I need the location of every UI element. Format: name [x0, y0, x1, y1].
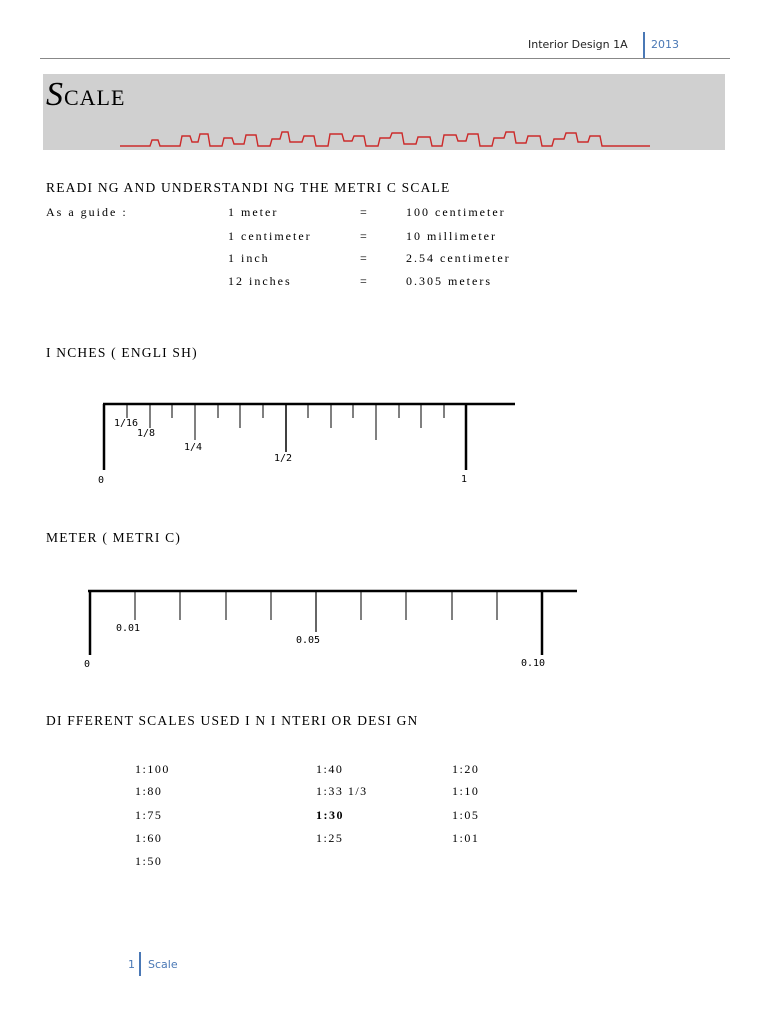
conversion-right-4: 0.305 meters: [406, 274, 492, 288]
conversion-right-3: 2.54 centimeter: [406, 251, 511, 265]
conversion-left-2: 1 centimeter: [228, 229, 312, 243]
meter-label-0: 0: [84, 659, 91, 670]
scale-col1-item: 1:60: [135, 831, 163, 845]
conversion-eq-1: =: [360, 205, 369, 219]
conversion-right-1: 100 centimeter: [406, 205, 506, 219]
scale-col1-item: 1:100: [135, 762, 170, 776]
scales-heading: DI FFERENT SCALES USED I N I NTERI OR DESI GN: [46, 713, 419, 728]
inches-label-1-2: 1/2: [274, 453, 293, 464]
scale-col3-item: 1:01: [452, 831, 480, 845]
conversion-right-2: 10 millimeter: [406, 229, 497, 243]
title-initial: S: [46, 76, 64, 113]
conversion-eq-2: =: [360, 229, 369, 243]
scale-col1-item: 1:75: [135, 808, 163, 822]
footer-divider: [139, 952, 141, 976]
scale-col1-item: 1:50: [135, 854, 163, 868]
meter-label-001: 0.01: [116, 623, 141, 634]
inches-label-1-16: 1/16: [114, 418, 139, 429]
scale-col1-item: 1:80: [135, 784, 163, 798]
conversion-left-3: 1 inch: [228, 251, 270, 265]
scale-col2-item-highlight: 1:30: [316, 808, 344, 822]
inches-label-1-8: 1/8: [137, 428, 156, 439]
meter-label-010: 0.10: [521, 658, 546, 669]
meter-heading: METER ( METRI C): [46, 530, 182, 545]
scale-col3-item: 1:10: [452, 784, 480, 798]
scale-col2-item: 1:33 1/3: [316, 784, 368, 798]
footer-section-name: Scale: [148, 958, 178, 971]
guide-label: As a guide :: [46, 205, 128, 219]
inches-heading: I NCHES ( ENGLI SH): [46, 345, 198, 360]
scale-col3-item: 1:05: [452, 808, 480, 822]
metric-heading: READI NG AND UNDERSTANDI NG THE METRI C SCALE: [46, 180, 451, 195]
scale-col2-item: 1:40: [316, 762, 344, 776]
inches-label-1: 1: [461, 474, 468, 485]
scale-col3-item: 1:20: [452, 762, 480, 776]
header-course-title: Interior Design 1A: [528, 38, 628, 51]
conversion-left-1: 1 meter: [228, 205, 279, 219]
inches-label-1-4: 1/4: [184, 442, 203, 453]
conversion-eq-3: =: [360, 251, 369, 265]
inches-label-0: 0: [98, 475, 105, 486]
title-rest: CALE: [64, 85, 126, 110]
meter-label-005: 0.05: [296, 635, 321, 646]
conversion-eq-4: =: [360, 274, 369, 288]
scale-col2-item: 1:25: [316, 831, 344, 845]
footer-page-number: 1: [128, 958, 135, 971]
conversion-left-4: 12 inches: [228, 274, 292, 288]
header-year: 2013: [651, 38, 679, 51]
